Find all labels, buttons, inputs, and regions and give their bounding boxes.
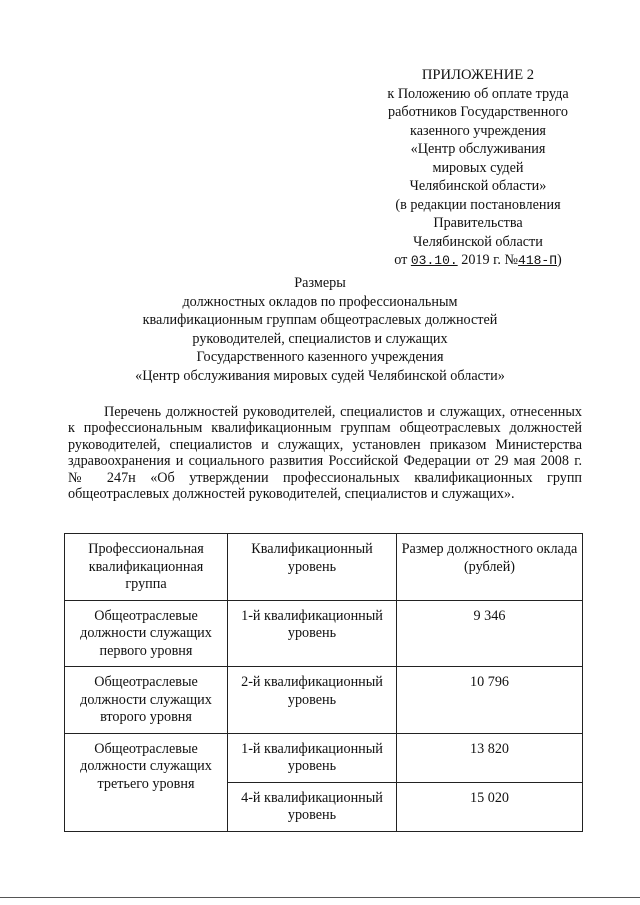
appendix-line: казенного учреждения (410, 122, 546, 139)
appendix-line: Правительства (433, 215, 523, 231)
appendix-heading: ПРИЛОЖЕНИЕ 2 (421, 67, 535, 83)
title-line: «Центр обслуживания мировых судей Челябинской области» (135, 367, 505, 384)
table-row (65, 667, 583, 734)
column-header: Размер должностного оклада (рублей) (397, 534, 583, 601)
group-cell: Общеотраслевые должности служащих третьего уровня (65, 733, 228, 831)
group-cell: Общеотраслевые должности служащих первого уровня (65, 600, 228, 667)
table-header-row (65, 534, 583, 601)
appendix-line: работников Государственного (388, 104, 568, 120)
column-header: Профессиональная квалификационная группа (65, 534, 228, 601)
resolution-date: 03.10. (410, 253, 458, 268)
appendix-line: Челябинской области (413, 233, 543, 250)
table-row (65, 600, 583, 667)
page-bottom-rule (0, 897, 640, 898)
appendix-line: «Центр обслуживания (410, 141, 546, 157)
resolution-number: 418-П (518, 253, 558, 268)
level-cell: 1-й квалификационный уровень (228, 733, 397, 782)
salary-table (64, 533, 583, 832)
level-cell: 4-й квалификационный уровень (228, 782, 397, 831)
appendix-line: мировых судей (432, 159, 524, 176)
date-prefix: от (394, 252, 408, 268)
resolution-date-line (352, 251, 604, 271)
column-header: Квалификационный уровень (228, 534, 397, 601)
salary-cell: 9 346 (397, 600, 583, 667)
level-cell: 1-й квалификационный уровень (228, 600, 397, 667)
appendix-line: к Положению об оплате труда (387, 85, 569, 102)
group-cell: Общеотраслевые должности служащих второго уровня (65, 667, 228, 734)
intro-paragraph: Перечень должностей руководителей, специалистов и служащих, отнесенных к профессиональным квалификационным группам общеотраслевых должностей руководителей, специалистов и служащих, установлен приказом Министерства здравоохранения и социального развития Российской Федерации от 29 мая 2008 г. № 247н «Об утверждении профессиональных квалификационных групп общеотраслевых должностей руководителей, специалистов и служащих». (68, 404, 582, 503)
salary-cell: 15 020 (397, 782, 583, 831)
title-line: руководителей, специалистов и служащих (192, 330, 448, 347)
table-row (65, 733, 583, 782)
document-title (60, 274, 580, 385)
appendix-line: Челябинской области» (409, 178, 547, 194)
date-mid: 2019 г. № (461, 252, 519, 268)
title-line: квалификационным группам общеотраслевых должностей (142, 312, 498, 328)
title-line: должностных окладов по профессиональным (182, 293, 458, 310)
title-line: Государственного казенного учреждения (196, 349, 444, 365)
appendix-line: (в редакции постановления (395, 196, 561, 213)
salary-cell: 13 820 (397, 733, 583, 782)
appendix-block (352, 66, 604, 271)
title-line: Размеры (294, 275, 346, 291)
level-cell: 2-й квалификационный уровень (228, 667, 397, 734)
date-suffix: ) (557, 252, 562, 268)
salary-cell: 10 796 (397, 667, 583, 734)
